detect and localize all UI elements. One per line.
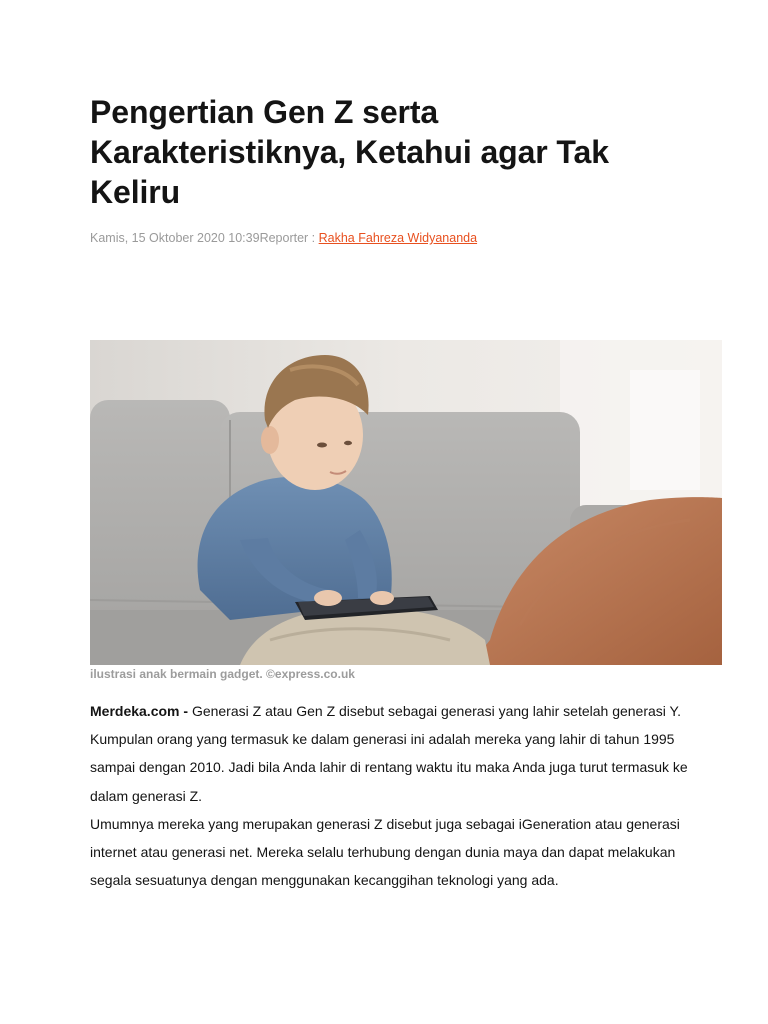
article-body [90,697,690,894]
reporter-link[interactable]: Rakha Fahreza Widyananda [318,231,478,245]
paragraph-2: Umumnya mereka yang merupakan generasi Z disebut juga sebagai iGeneration atau generasi internet atau generasi net. Mereka selalu terhubung dengan dunia maya dan dapat melakukan segala sesuatunya dengan menggunakan kecanggihan teknologi yang ada. [90,815,680,889]
article-title: Pengertian Gen Z serta Karakteristiknya, Ketahui agar Tak Keliru [90,94,609,210]
image-caption: ilustrasi anak bermain gadget. ©express.co.uk [90,667,355,681]
paragraph-1 [90,697,690,810]
article-meta [90,230,722,246]
source-label: Merdeka.com - [90,703,189,719]
article-image [90,340,722,665]
child-with-tablet-illustration [90,340,722,665]
article-header [90,92,722,246]
reporter-label: Reporter : [259,231,319,245]
publish-date: Kamis, 15 Oktober 2020 10:39 [90,231,260,245]
paragraph-1-text: Generasi Z atau Gen Z disebut sebagai generasi yang lahir setelah generasi Y. Kumpulan orang yang termasuk ke dalam generasi ini adalah mereka yang lahir di tahun 1995 sampai dengan 2010. Jadi bila Anda lahir di rentang waktu itu maka Anda juga turut termasuk ke dalam generasi Z. [90,703,688,804]
